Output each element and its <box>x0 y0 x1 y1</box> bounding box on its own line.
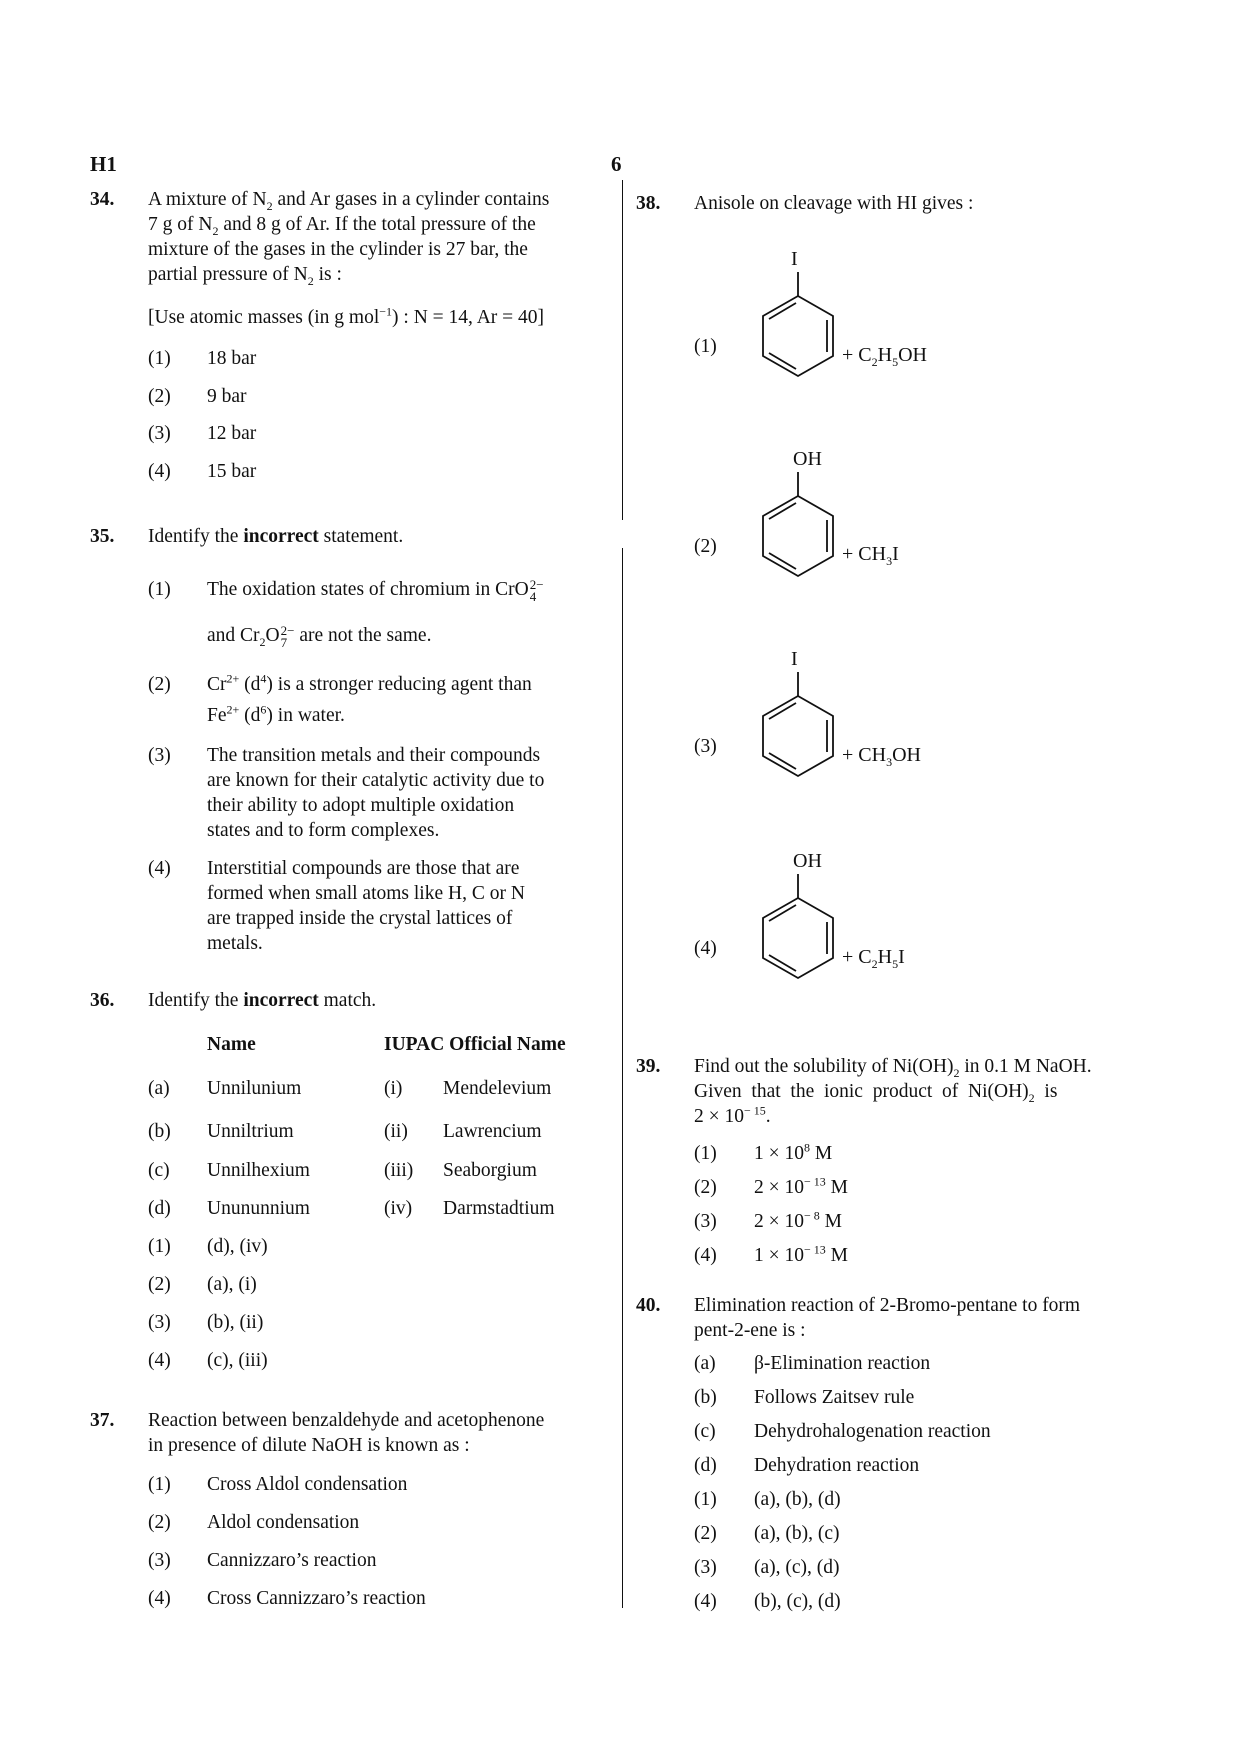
option-text: Cannizzaro’s reaction <box>207 1550 377 1571</box>
product-formula: + $CH_3OH$ <box>842 744 921 769</box>
row-roman: (iii) <box>384 1160 414 1181</box>
statement-label: (d) <box>694 1455 717 1476</box>
substituent-label: I <box>791 248 798 270</box>
option-number: (4) <box>694 1245 717 1266</box>
product-formula: + $CH_3I$ <box>842 543 899 568</box>
option-text: 12 bar <box>207 423 257 444</box>
element-name: Unnilunium <box>207 1078 302 1099</box>
option-number: (1) <box>694 1489 717 1510</box>
option-number: (2) <box>694 1523 717 1544</box>
row-label: (d) <box>148 1198 171 1219</box>
iupac-name: Mendelevium <box>443 1078 552 1099</box>
question-number: 34. <box>90 189 115 210</box>
column-divider-top <box>622 180 623 520</box>
option-text-line: their ability to adopt multiple oxidation <box>207 795 515 816</box>
question-number: 36. <box>90 990 115 1011</box>
page-number: 6 <box>611 152 622 176</box>
option-number: (1) <box>148 348 171 369</box>
substituent-label: I <box>791 648 798 670</box>
option-number: (1) <box>694 336 717 357</box>
question-text-line: mixture of the gases in the cylinder is 27 bar, the <box>148 239 528 260</box>
option-text: (a), (c), (d) <box>754 1557 840 1578</box>
option-text: $2 \times 10^{- 13}$ M <box>754 1174 848 1198</box>
question-number: 38. <box>636 193 661 214</box>
row-label: (c) <box>148 1160 170 1181</box>
product-formula: + $C_2H_5OH$ <box>842 344 927 369</box>
option-text-line: formed when small atoms like H, C or N <box>207 883 525 904</box>
option-number: (4) <box>148 1588 171 1609</box>
option-text: 9 bar <box>207 386 247 407</box>
question-number: 35. <box>90 526 115 547</box>
substituent-label: OH <box>793 448 822 470</box>
option-number: (3) <box>148 1312 171 1333</box>
column-header-iupac: IUPAC Official Name <box>384 1034 566 1055</box>
row-roman: (iv) <box>384 1198 413 1219</box>
option-text-line: The oxidation states of chromium in CrO 2− 4 <box>207 576 544 604</box>
option-text: (d), (iv) <box>207 1236 268 1257</box>
option-number: (3) <box>694 736 717 757</box>
option-text-line: and $Cr_2O$ 2− 7 are not the same. <box>207 622 432 650</box>
option-number: (2) <box>694 536 717 557</box>
option-number: (3) <box>148 1550 171 1571</box>
row-label: (a) <box>148 1078 170 1099</box>
option-text: $1 \times 10^8$ M <box>754 1140 833 1164</box>
option-text: Cross Aldol condensation <box>207 1474 408 1495</box>
row-roman: (i) <box>384 1078 403 1099</box>
option-text: (b), (ii) <box>207 1312 264 1333</box>
benzene-ring-icon <box>760 272 840 400</box>
option-number: (3) <box>694 1557 717 1578</box>
option-text: (c), (iii) <box>207 1350 268 1371</box>
option-number: (4) <box>148 1350 171 1371</box>
option-text: (a), (b), (d) <box>754 1489 841 1510</box>
option-number: (2) <box>148 1512 171 1533</box>
benzene-ring-icon <box>760 472 840 600</box>
option-text: (a), (b), (c) <box>754 1523 840 1544</box>
option-text: (a), (i) <box>207 1274 257 1295</box>
question-text-line: pent-2-ene is : <box>694 1320 806 1341</box>
iupac-name: Lawrencium <box>443 1121 542 1142</box>
option-text: (b), (c), (d) <box>754 1591 841 1612</box>
option-number: (1) <box>148 1236 171 1257</box>
row-label: (b) <box>148 1121 171 1142</box>
row-roman: (ii) <box>384 1121 408 1142</box>
statement-label: (b) <box>694 1387 717 1408</box>
question-text-line: A mixture of $N_2$ and Ar gases in a cylinder contains <box>148 189 550 213</box>
option-number: (2) <box>694 1177 717 1198</box>
question-text-line: Reaction between benzaldehyde and acetophenone <box>148 1410 545 1431</box>
option-number: (1) <box>148 1474 171 1495</box>
option-text-line: metals. <box>207 933 263 954</box>
question-note: [Use atomic masses (in g mol$^{-1}$) : N = 14, Ar = 40] <box>148 304 545 328</box>
option-text-line: are known for their catalytic activity due to <box>207 770 545 791</box>
question-number: 39. <box>636 1056 661 1077</box>
iupac-name: Darmstadtium <box>443 1198 555 1219</box>
option-number: (2) <box>148 1274 171 1295</box>
option-number: (2) <box>148 674 171 695</box>
option-text: Aldol condensation <box>207 1512 360 1533</box>
option-number: (3) <box>694 1211 717 1232</box>
option-number: (4) <box>148 858 171 879</box>
question-text-line: in presence of dilute NaOH is known as : <box>148 1435 470 1456</box>
question-text-line: Given that the ionic product of $Ni(OH)_2$ is <box>694 1081 1058 1105</box>
option-text-line: $Fe^{2+}$ $(d^6)$ in water. <box>207 702 345 726</box>
element-name: Unnilhexium <box>207 1160 310 1181</box>
option-number: (4) <box>694 938 717 959</box>
benzene-ring-icon <box>760 874 840 1002</box>
statement-text: Dehydration reaction <box>754 1455 920 1476</box>
option-text-line: The transition metals and their compounds <box>207 745 541 766</box>
question-text-line: Find out the solubility of $Ni(OH)_2$ in 0.1 M NaOH. <box>694 1056 1092 1080</box>
question-text-line: Elimination reaction of 2-Bromo-pentane to form <box>694 1295 1081 1316</box>
option-number: (4) <box>148 461 171 482</box>
option-text-line: are trapped inside the crystal lattices of <box>207 908 513 929</box>
question-text-line: Anisole on cleavage with HI gives : <box>694 193 974 214</box>
statement-text: β-Elimination reaction <box>754 1353 931 1374</box>
iupac-name: Seaborgium <box>443 1160 537 1181</box>
question-number: 40. <box>636 1295 661 1316</box>
option-number: (3) <box>148 745 171 766</box>
column-divider-bottom <box>622 548 623 1608</box>
option-text: 18 bar <box>207 348 257 369</box>
option-number: (1) <box>694 1143 717 1164</box>
statement-label: (a) <box>694 1353 716 1374</box>
option-number: (3) <box>148 423 171 444</box>
element-name: Unniltrium <box>207 1121 294 1142</box>
option-text-line: Interstitial compounds are those that are <box>207 858 520 879</box>
option-text: Cross Cannizzaro’s reaction <box>207 1588 426 1609</box>
statement-text: Follows Zaitsev rule <box>754 1387 915 1408</box>
question-text-line: partial pressure of $N_2$ is : <box>148 264 342 288</box>
question-number: 37. <box>90 1410 115 1431</box>
option-text: $1 \times 10^{- 13}$ M <box>754 1242 848 1266</box>
statement-text: Dehydrohalogenation reaction <box>754 1421 991 1442</box>
column-header-name: Name <box>207 1034 256 1055</box>
option-text-line: $Cr^{2+}$ $(d^4)$ is a stronger reducing agent than <box>207 671 532 695</box>
question-text-line: Identify the incorrect statement. <box>148 526 404 547</box>
substituent-label: OH <box>793 850 822 872</box>
question-text-line: $2 \times 10^{- 15}$. <box>694 1103 771 1127</box>
statement-label: (c) <box>694 1421 716 1442</box>
benzene-ring-icon <box>760 672 840 800</box>
question-text-line: 7 g of $N_2$ and 8 g of Ar. If the total pressure of the <box>148 214 536 238</box>
option-text: $2 \times 10^{- 8}$ M <box>754 1208 842 1232</box>
option-text: 15 bar <box>207 461 257 482</box>
paper-code: H1 <box>90 152 117 176</box>
option-number: (4) <box>694 1591 717 1612</box>
question-text-line: Identify the incorrect match. <box>148 990 377 1011</box>
product-formula: + $C_2H_5I$ <box>842 946 905 971</box>
option-text-line: states and to form complexes. <box>207 820 440 841</box>
element-name: Unununnium <box>207 1198 310 1219</box>
option-number: (2) <box>148 386 171 407</box>
option-number: (1) <box>148 579 171 600</box>
